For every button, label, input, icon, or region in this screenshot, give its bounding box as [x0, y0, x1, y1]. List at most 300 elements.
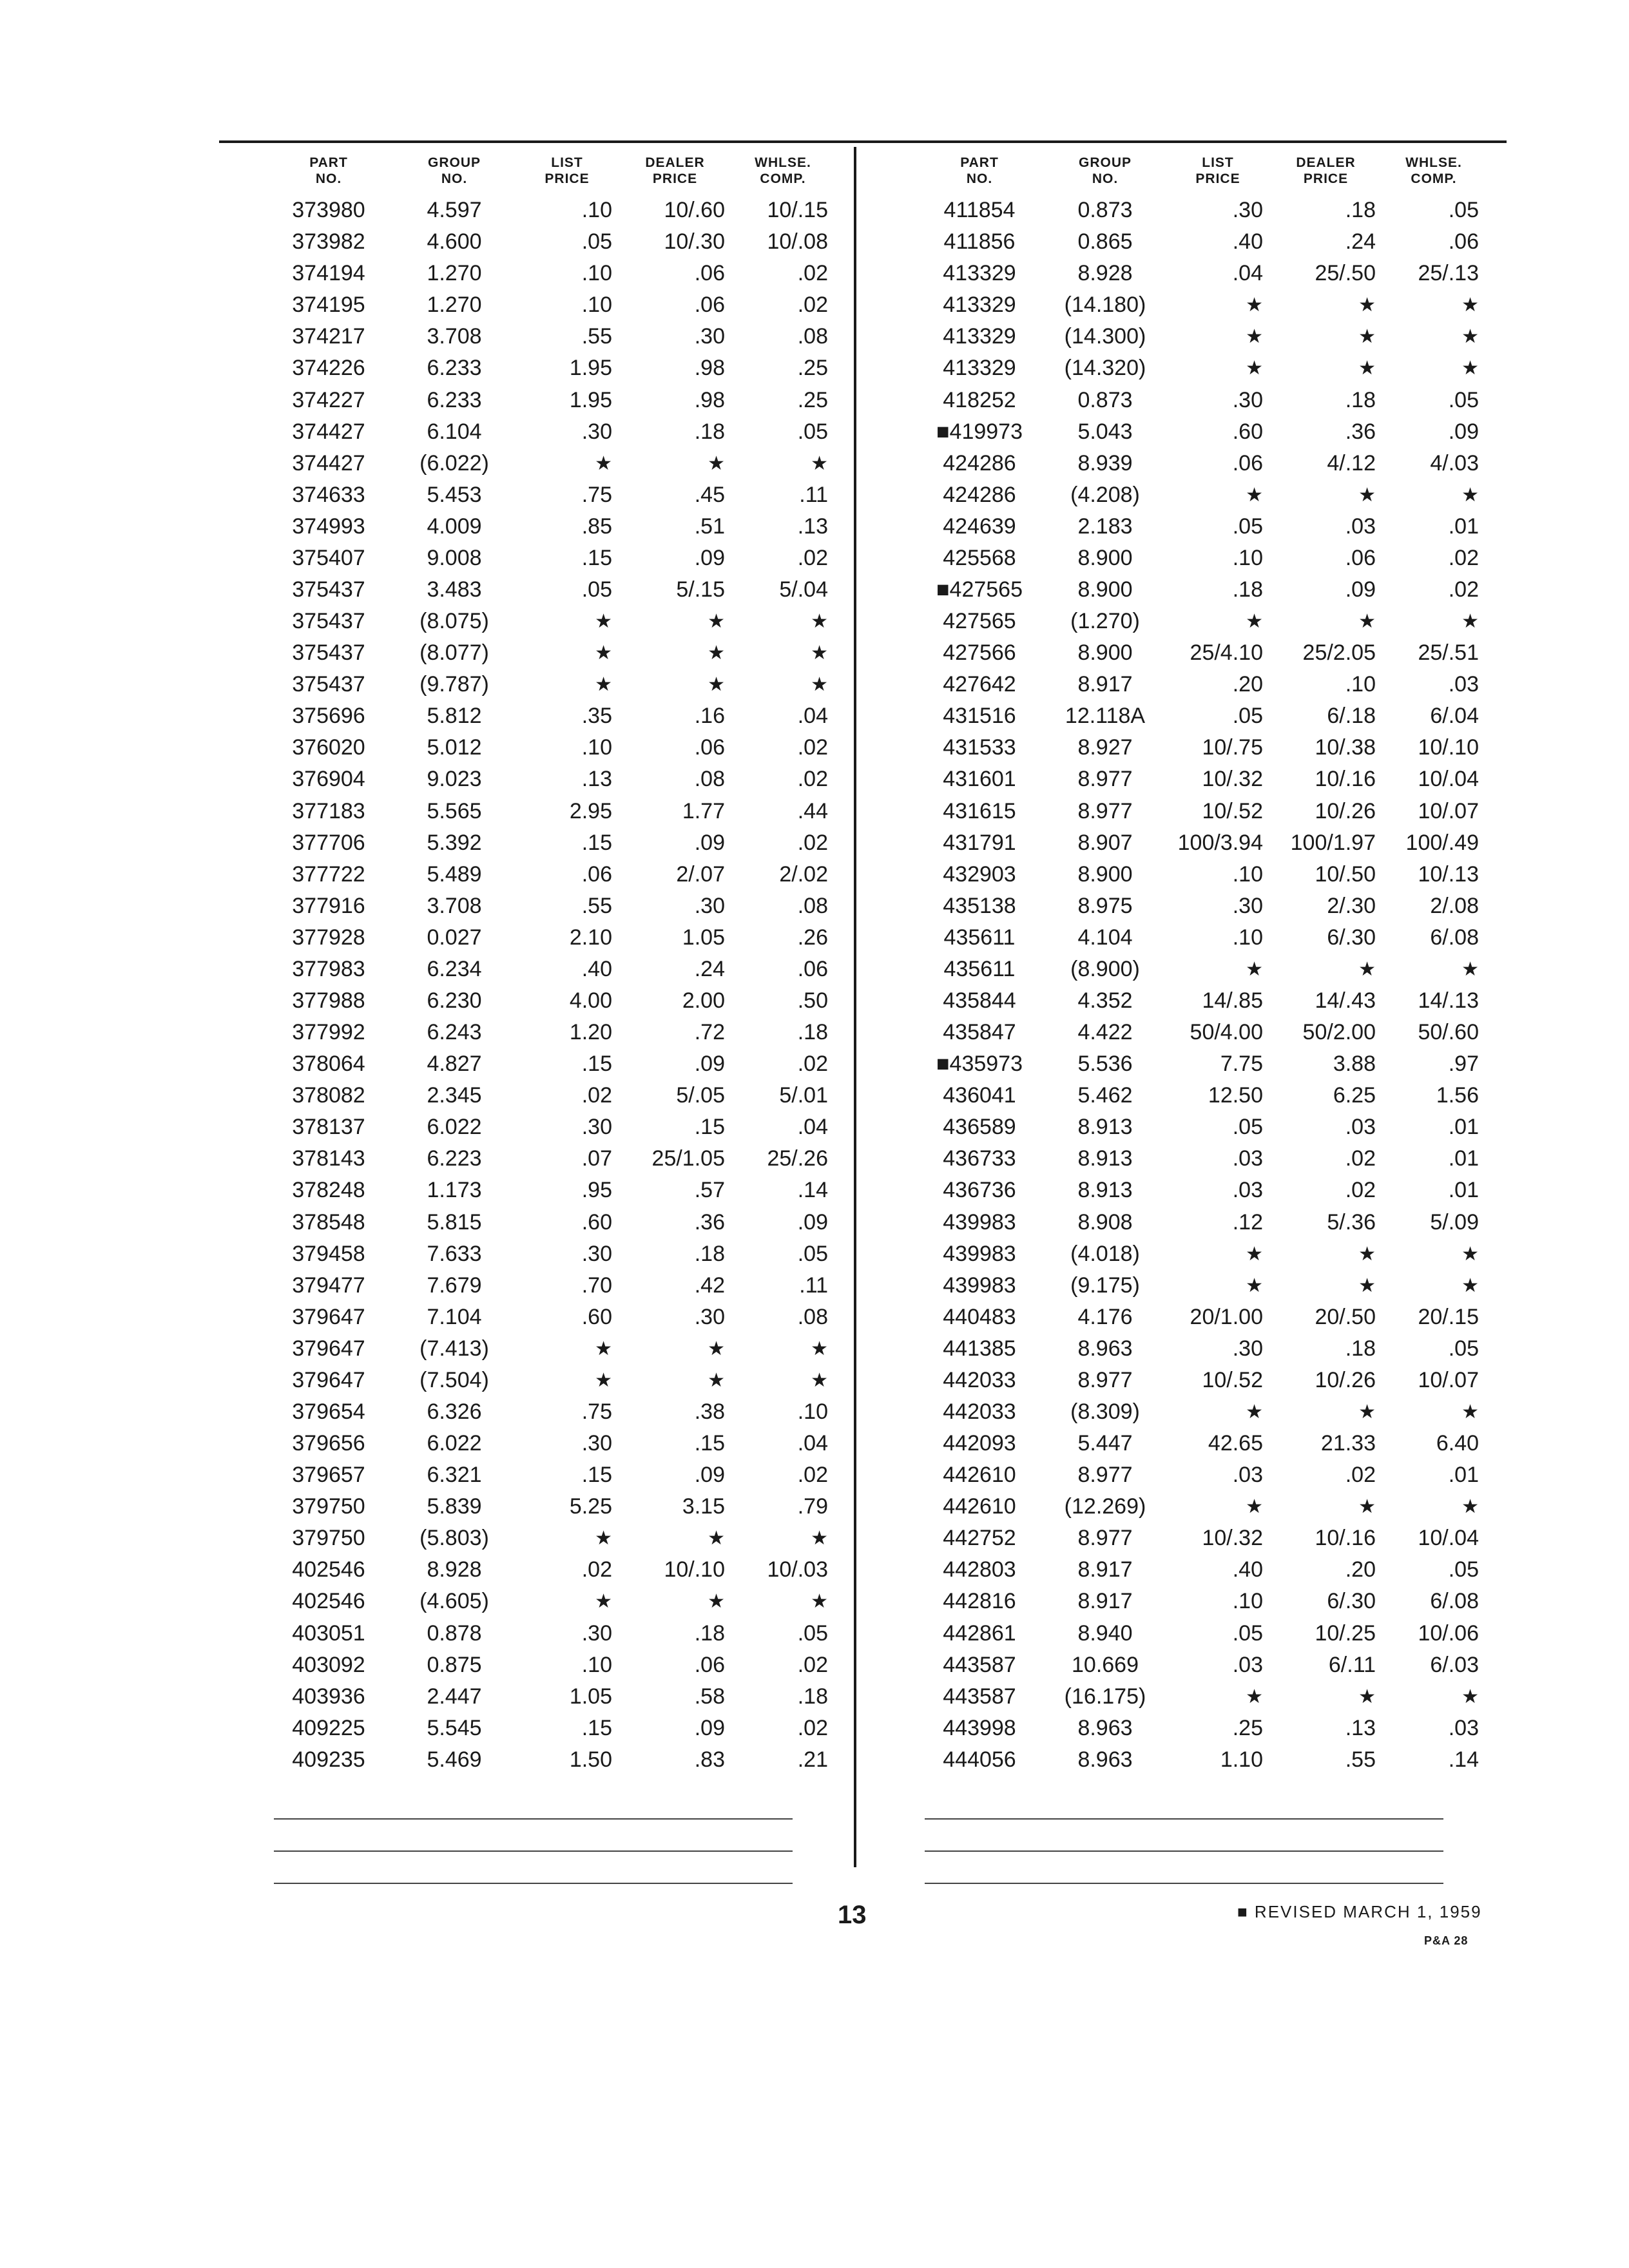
table-row	[264, 1302, 844, 1333]
list-price-cell: .10	[581, 261, 612, 286]
group-no-cell: 4.176	[1077, 1304, 1133, 1329]
whlse-comp-cell: .18	[797, 1684, 828, 1709]
group-no-cell: 6.233	[427, 356, 482, 381]
list-price-cell: .30	[581, 1115, 612, 1140]
dealer-price-cell: .06	[694, 735, 725, 760]
group-no-cell: 8.940	[1077, 1620, 1133, 1646]
group-no-cell: 5.545	[427, 1715, 482, 1740]
table-row	[264, 574, 844, 606]
part-no-cell: 442033	[943, 1399, 1016, 1424]
dealer-price-cell: .18	[1345, 198, 1376, 223]
group-no-cell: 4.104	[1077, 925, 1133, 950]
list-price-cell: 100/3.94	[1177, 830, 1263, 855]
list-price-cell: .30	[581, 419, 612, 444]
dealer-price-cell: .83	[694, 1747, 725, 1772]
left-rows	[264, 195, 844, 1776]
list-price-cell: .10	[1232, 925, 1263, 950]
table-row	[915, 1080, 1495, 1111]
top-rule	[219, 140, 1507, 143]
header-part-no: PART NO.	[960, 155, 999, 186]
table-row	[915, 321, 1495, 352]
list-price-cell: .55	[581, 324, 612, 349]
table-row	[264, 732, 844, 764]
part-no-cell: ■419973	[936, 419, 1023, 444]
dealer-price-cell: .58	[694, 1684, 725, 1709]
dealer-price-cell: 2/.30	[1327, 893, 1376, 918]
whlse-comp-cell: .08	[797, 324, 828, 349]
dealer-price-cell: ★	[1358, 326, 1376, 348]
group-no-cell: 8.977	[1077, 1526, 1133, 1551]
whlse-comp-cell: ★	[811, 1528, 828, 1550]
list-price-cell: .06	[581, 861, 612, 887]
table-row	[915, 1207, 1495, 1238]
whlse-comp-cell: ★	[1461, 1496, 1479, 1518]
part-no-cell: 435138	[943, 893, 1016, 918]
table-row	[915, 1586, 1495, 1617]
part-no-cell: 418252	[943, 387, 1016, 412]
dealer-price-cell: 5/.15	[676, 577, 725, 602]
whlse-comp-cell: .02	[797, 1715, 828, 1740]
whlse-comp-cell: ★	[1461, 484, 1479, 506]
part-no-cell: 378082	[292, 1083, 365, 1108]
dealer-price-cell: 6/.11	[1328, 1652, 1376, 1677]
dealer-price-cell: .06	[694, 1652, 725, 1677]
part-no-cell: 436041	[943, 1083, 1016, 1108]
whlse-comp-cell: .25	[797, 387, 828, 412]
list-price-cell: 10/.32	[1202, 1526, 1263, 1551]
list-price-cell: ★	[1246, 1274, 1263, 1296]
part-no-cell: 374217	[292, 324, 365, 349]
list-price-cell: .05	[1232, 1115, 1263, 1140]
dealer-price-cell: .02	[1345, 1178, 1376, 1203]
dealer-price-cell: .18	[694, 419, 725, 444]
list-price-cell: .40	[1232, 229, 1263, 255]
whlse-comp-cell: 2/.08	[1430, 893, 1479, 918]
dealer-price-cell: 50/2.00	[1302, 1020, 1376, 1045]
dealer-price-cell: ★	[1358, 1243, 1376, 1265]
whlse-comp-cell: .79	[797, 1494, 828, 1519]
table-row	[264, 922, 844, 954]
whlse-comp-cell: ★	[1461, 294, 1479, 316]
table-row	[915, 795, 1495, 827]
group-no-cell: 6.230	[427, 988, 482, 1013]
table-row	[915, 384, 1495, 416]
list-price-cell: .60	[581, 1209, 612, 1235]
table-row	[264, 637, 844, 669]
group-no-cell: 7.633	[427, 1241, 482, 1266]
list-price-cell: 1.05	[569, 1684, 612, 1709]
dealer-price-cell: 1.05	[682, 925, 725, 950]
group-no-cell: 0.873	[1077, 387, 1133, 412]
dealer-price-cell: .30	[694, 893, 725, 918]
list-price-cell: .13	[581, 767, 612, 792]
whlse-comp-cell: ★	[811, 1369, 828, 1391]
table-row	[915, 1523, 1495, 1554]
table-row	[264, 1365, 844, 1396]
dealer-price-cell: .13	[1345, 1715, 1376, 1740]
blank-line	[274, 1818, 793, 1820]
whlse-comp-cell: 6/.03	[1430, 1652, 1479, 1677]
group-no-cell: (4.605)	[419, 1589, 489, 1614]
part-no-cell: 424639	[943, 514, 1016, 539]
whlse-comp-cell: 10/.04	[1418, 1526, 1479, 1551]
dealer-price-cell: .98	[694, 356, 725, 381]
part-no-cell: 374993	[292, 514, 365, 539]
list-price-cell: 10/.52	[1202, 798, 1263, 823]
group-no-cell: 7.104	[427, 1304, 482, 1329]
dealer-price-cell: .72	[694, 1020, 725, 1045]
part-no-cell: 377722	[292, 861, 365, 887]
part-no-cell: 435611	[943, 925, 1016, 950]
table-row	[915, 543, 1495, 574]
part-no-cell: 377706	[292, 830, 365, 855]
table-row	[915, 1649, 1495, 1681]
part-no-cell: 378143	[292, 1146, 365, 1171]
whlse-comp-cell: ★	[1461, 611, 1479, 633]
list-price-cell: ★	[1246, 326, 1263, 348]
list-price-cell: .18	[1232, 577, 1263, 602]
whlse-comp-cell: .06	[797, 956, 828, 981]
whlse-comp-cell: ★	[811, 1338, 828, 1360]
group-no-cell: 2.447	[427, 1684, 482, 1709]
part-no-cell: 379750	[292, 1526, 365, 1551]
table-row	[264, 195, 844, 226]
list-price-cell: 1.95	[569, 356, 612, 381]
part-no-cell: 403051	[292, 1620, 365, 1646]
table-row	[915, 764, 1495, 795]
whlse-comp-cell: 10/.03	[767, 1557, 828, 1582]
group-no-cell: 0.873	[1077, 198, 1133, 223]
part-no-cell: 377992	[292, 1020, 365, 1045]
group-no-cell: 8.939	[1077, 450, 1133, 476]
list-price-cell: ★	[1246, 294, 1263, 316]
part-no-cell: 379654	[292, 1399, 365, 1424]
whlse-comp-cell: .02	[797, 1463, 828, 1488]
group-no-cell: 8.917	[1077, 672, 1133, 697]
table-row	[264, 1111, 844, 1143]
dealer-price-cell: 10/.10	[664, 1557, 725, 1582]
group-no-cell: (12.269)	[1064, 1494, 1146, 1519]
dealer-price-cell: .18	[1345, 1336, 1376, 1361]
group-no-cell: (4.208)	[1070, 482, 1140, 507]
part-no-cell: 377183	[292, 798, 365, 823]
dealer-price-cell: .45	[694, 482, 725, 507]
list-price-cell: .25	[1232, 1715, 1263, 1740]
group-no-cell: (6.022)	[419, 450, 489, 476]
dealer-price-cell: .38	[694, 1399, 725, 1424]
dealer-price-cell: 3.15	[682, 1494, 725, 1519]
list-price-cell: .60	[1232, 419, 1263, 444]
group-no-cell: (14.300)	[1064, 324, 1146, 349]
part-no-cell: 377988	[292, 988, 365, 1013]
group-no-cell: 8.928	[427, 1557, 482, 1582]
part-no-cell: 379647	[292, 1367, 365, 1392]
table-row	[915, 700, 1495, 732]
group-no-cell: 2.183	[1077, 514, 1133, 539]
dealer-price-cell: ★	[1358, 1274, 1376, 1296]
table-row	[264, 669, 844, 700]
right-price-table	[915, 155, 1495, 1776]
table-row	[264, 1080, 844, 1111]
list-price-cell: ★	[1246, 611, 1263, 633]
list-price-cell: .30	[1232, 893, 1263, 918]
table-row	[264, 954, 844, 985]
group-no-cell: 6.243	[427, 1020, 482, 1045]
part-no-cell: 403092	[292, 1652, 365, 1677]
list-price-cell: .30	[581, 1241, 612, 1266]
list-price-cell: .30	[1232, 387, 1263, 412]
list-price-cell: .10	[581, 1652, 612, 1677]
group-no-cell: 9.023	[427, 767, 482, 792]
part-no-cell: 373982	[292, 229, 365, 255]
list-price-cell: 10/.32	[1202, 767, 1263, 792]
dealer-price-cell: .18	[694, 1620, 725, 1646]
whlse-comp-cell: 10/.07	[1418, 798, 1479, 823]
group-no-cell: (16.175)	[1064, 1684, 1146, 1709]
group-no-cell: 12.118A	[1065, 704, 1146, 729]
list-price-cell: .10	[1232, 545, 1263, 570]
group-no-cell: 5.469	[427, 1747, 482, 1772]
group-no-cell: 0.878	[427, 1620, 482, 1646]
whlse-comp-cell: .44	[797, 798, 828, 823]
part-no-cell: 374195	[292, 293, 365, 318]
dealer-price-cell: ★	[1358, 611, 1376, 633]
list-price-cell: .15	[581, 830, 612, 855]
table-row	[915, 827, 1495, 859]
part-no-cell: 441385	[943, 1336, 1016, 1361]
dealer-price-cell: .06	[1345, 545, 1376, 570]
whlse-comp-cell: .04	[797, 1431, 828, 1456]
dealer-price-cell: 10/.60	[664, 198, 725, 223]
table-row	[915, 1048, 1495, 1080]
whlse-comp-cell: 50/.60	[1418, 1020, 1479, 1045]
whlse-comp-cell: .02	[797, 261, 828, 286]
part-no-cell: 379477	[292, 1273, 365, 1298]
table-row	[915, 448, 1495, 479]
whlse-comp-cell: ★	[811, 674, 828, 696]
list-price-cell: .10	[1232, 861, 1263, 887]
dealer-price-cell: 25/2.05	[1302, 640, 1376, 666]
dealer-price-cell: .06	[694, 261, 725, 286]
table-row	[264, 827, 844, 859]
part-no-cell: 413329	[943, 356, 1016, 381]
dealer-price-cell: .16	[694, 704, 725, 729]
list-price-cell: .05	[1232, 514, 1263, 539]
list-price-cell: .30	[1232, 198, 1263, 223]
list-price-cell: ★	[595, 452, 612, 474]
list-price-cell: 1.10	[1220, 1747, 1263, 1772]
group-no-cell: (9.787)	[419, 672, 489, 697]
list-price-cell: .30	[1232, 1336, 1263, 1361]
whlse-comp-cell: ★	[1461, 358, 1479, 380]
group-no-cell: 8.900	[1077, 577, 1133, 602]
whlse-comp-cell: .18	[797, 1020, 828, 1045]
group-no-cell: 2.345	[427, 1083, 482, 1108]
list-price-cell: .60	[581, 1304, 612, 1329]
part-no-cell: 432903	[943, 861, 1016, 887]
table-row	[915, 1143, 1495, 1175]
part-no-cell: 424286	[943, 450, 1016, 476]
table-row	[264, 1270, 844, 1302]
group-no-cell: 6.321	[427, 1463, 482, 1488]
table-row	[264, 1618, 844, 1649]
part-no-cell: 443587	[943, 1684, 1016, 1709]
group-no-cell: 8.917	[1077, 1589, 1133, 1614]
table-row	[264, 1143, 844, 1175]
whlse-comp-cell: .02	[797, 1052, 828, 1077]
list-price-cell: 1.50	[569, 1747, 612, 1772]
list-price-cell: .06	[1232, 450, 1263, 476]
group-no-cell: 5.453	[427, 482, 482, 507]
list-price-cell: 2.95	[569, 798, 612, 823]
list-price-cell: ★	[595, 1369, 612, 1391]
table-row	[915, 226, 1495, 258]
part-no-cell: 402546	[292, 1589, 365, 1614]
dealer-price-cell: 6/.30	[1327, 925, 1376, 950]
part-no-cell: 377928	[292, 925, 365, 950]
whlse-comp-cell: ★	[1461, 1401, 1479, 1423]
group-no-cell: 8.913	[1077, 1146, 1133, 1171]
blank-line	[274, 1850, 793, 1852]
list-price-cell: .85	[581, 514, 612, 539]
whlse-comp-cell: .01	[1448, 514, 1479, 539]
group-no-cell: 8.913	[1077, 1115, 1133, 1140]
whlse-comp-cell: .09	[797, 1209, 828, 1235]
part-no-cell: 378064	[292, 1052, 365, 1077]
group-no-cell: 6.223	[427, 1146, 482, 1171]
list-price-cell: 25/4.10	[1190, 640, 1263, 666]
group-no-cell: (9.175)	[1070, 1273, 1140, 1298]
left-price-table	[264, 155, 844, 1776]
group-no-cell: (5.803)	[419, 1526, 489, 1551]
table-row	[915, 859, 1495, 890]
table-row	[915, 289, 1495, 321]
table-row	[264, 1428, 844, 1459]
group-no-cell: 8.908	[1077, 1209, 1133, 1235]
group-no-cell: 8.963	[1077, 1336, 1133, 1361]
part-no-cell: 444056	[943, 1747, 1016, 1772]
dealer-price-cell: 10/.25	[1315, 1620, 1376, 1646]
whlse-comp-cell: .05	[797, 419, 828, 444]
table-row	[264, 1554, 844, 1586]
header-group-no: GROUP NO.	[427, 155, 481, 186]
document-code: P&A 28	[1424, 1934, 1469, 1947]
list-price-cell: .10	[581, 198, 612, 223]
whlse-comp-cell: .11	[799, 482, 828, 507]
dealer-price-cell: 6/.30	[1327, 1589, 1376, 1614]
list-price-cell: .75	[581, 1399, 612, 1424]
group-no-cell: 8.900	[1077, 640, 1133, 666]
list-price-cell: ★	[595, 1528, 612, 1550]
group-no-cell: 1.270	[427, 293, 482, 318]
group-no-cell: 0.875	[427, 1652, 482, 1677]
list-price-cell: ★	[1246, 1401, 1263, 1423]
whlse-comp-cell: .14	[797, 1178, 828, 1203]
list-price-cell: .05	[1232, 1620, 1263, 1646]
list-price-cell: ★	[595, 674, 612, 696]
list-price-cell: ★	[1246, 1496, 1263, 1518]
part-no-cell: 427565	[943, 609, 1016, 634]
blank-line	[925, 1818, 1443, 1820]
table-row	[264, 321, 844, 352]
group-no-cell: (8.900)	[1070, 956, 1140, 981]
whlse-comp-cell: .05	[1448, 1336, 1479, 1361]
whlse-comp-cell: 5/.09	[1430, 1209, 1479, 1235]
part-no-cell: 431533	[943, 735, 1016, 760]
group-no-cell: 10.669	[1072, 1652, 1139, 1677]
whlse-comp-cell: ★	[1461, 1686, 1479, 1707]
table-row	[264, 1713, 844, 1744]
group-no-cell: 0.865	[1077, 229, 1133, 255]
whlse-comp-cell: .03	[1448, 672, 1479, 697]
part-no-cell: 442861	[943, 1620, 1016, 1646]
group-no-cell: (1.270)	[1070, 609, 1140, 634]
part-no-cell: 377983	[292, 956, 365, 981]
part-no-cell: 377916	[292, 893, 365, 918]
group-no-cell: 8.977	[1077, 1367, 1133, 1392]
part-no-cell: 411856	[943, 229, 1016, 255]
dealer-price-cell: .09	[694, 1715, 725, 1740]
table-row	[264, 700, 844, 732]
table-row	[915, 732, 1495, 764]
whlse-comp-cell: .21	[797, 1747, 828, 1772]
whlse-comp-cell: ★	[1461, 1243, 1479, 1265]
whlse-comp-cell: .02	[797, 293, 828, 318]
dealer-price-cell: ★	[1358, 358, 1376, 380]
list-price-cell: .05	[1232, 704, 1263, 729]
group-no-cell: 5.043	[1077, 419, 1133, 444]
part-no-cell: 411854	[943, 198, 1016, 223]
table-row	[915, 1459, 1495, 1491]
list-price-cell: ★	[595, 642, 612, 664]
group-no-cell: 8.913	[1077, 1178, 1133, 1203]
dealer-price-cell: ★	[1358, 294, 1376, 316]
whlse-comp-cell: 14/.13	[1418, 988, 1479, 1013]
table-row	[264, 416, 844, 448]
group-no-cell: 8.927	[1077, 735, 1133, 760]
part-no-cell: 375437	[292, 672, 365, 697]
dealer-price-cell: .30	[694, 1304, 725, 1329]
dealer-price-cell: ★	[708, 674, 725, 696]
dealer-price-cell: .09	[694, 545, 725, 570]
table-row	[915, 416, 1495, 448]
group-no-cell: 5.565	[427, 798, 482, 823]
part-no-cell: 374194	[292, 261, 365, 286]
whlse-comp-cell: .01	[1448, 1146, 1479, 1171]
whlse-comp-cell: 5/.04	[779, 577, 828, 602]
table-row	[264, 289, 844, 321]
list-price-cell: ★	[595, 1591, 612, 1613]
table-row	[264, 1396, 844, 1428]
dealer-price-cell: 14/.43	[1315, 988, 1376, 1013]
group-no-cell: 4.009	[427, 514, 482, 539]
part-no-cell: 442610	[943, 1463, 1016, 1488]
whlse-comp-cell: .01	[1448, 1463, 1479, 1488]
whlse-comp-cell: 6/.04	[1430, 704, 1479, 729]
revised-note: ■ REVISED MARCH 1, 1959	[1237, 1902, 1482, 1921]
list-price-cell: .35	[581, 704, 612, 729]
table-row	[915, 606, 1495, 637]
list-price-cell: .15	[581, 1715, 612, 1740]
group-no-cell: 8.917	[1077, 1557, 1133, 1582]
whlse-comp-cell: 25/.51	[1418, 640, 1479, 666]
part-no-cell: 435844	[943, 988, 1016, 1013]
part-no-cell: 431615	[943, 798, 1016, 823]
whlse-comp-cell: .02	[797, 735, 828, 760]
list-price-cell: .70	[581, 1273, 612, 1298]
whlse-comp-cell: 6/.08	[1430, 925, 1479, 950]
list-price-cell: 2.10	[569, 925, 612, 950]
